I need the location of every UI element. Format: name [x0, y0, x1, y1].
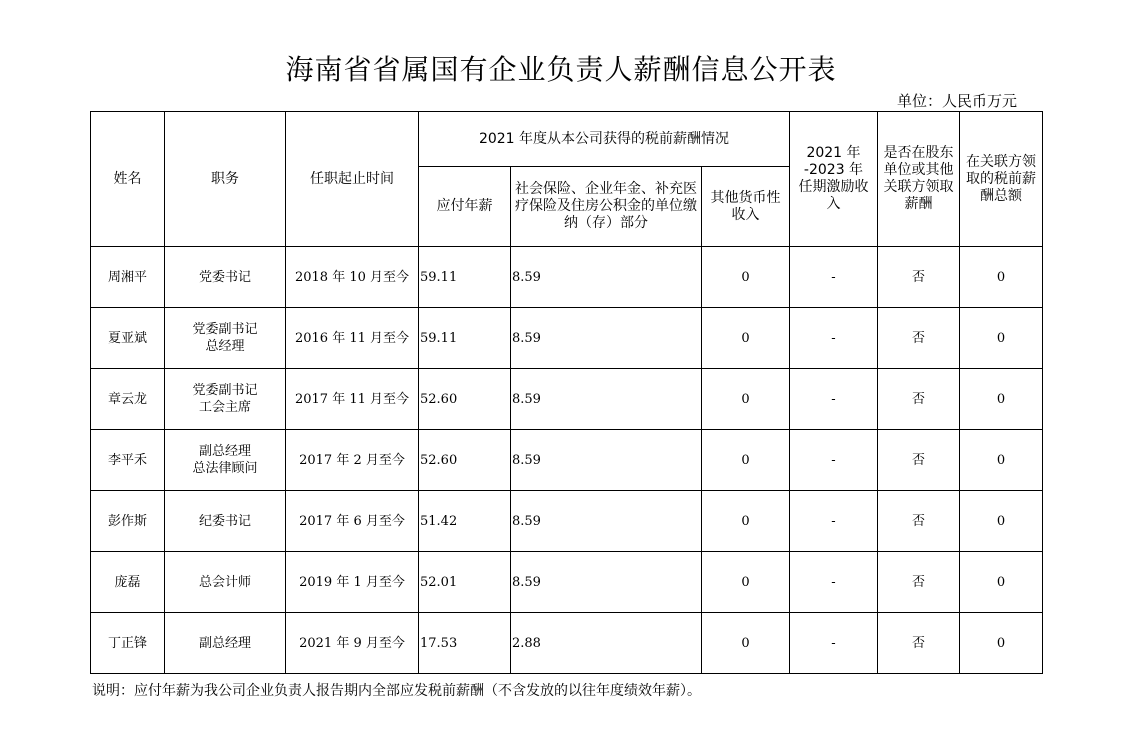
cell-name: 丁正锋: [91, 613, 165, 674]
cell-name: 周湘平: [91, 247, 165, 308]
cell-social: 8.59: [511, 369, 702, 430]
header-social: 社会保险、企业年金、补充医疗保险及住房公积金的单位缴纳（存）部分: [511, 167, 702, 247]
cell-social: 8.59: [511, 247, 702, 308]
header-incentive: 2021 年 -2023 年 任期激励收入: [790, 112, 878, 247]
cell-incentive: -: [790, 247, 878, 308]
cell-salary: 52.01: [419, 552, 511, 613]
cell-shareholder: 否: [878, 308, 960, 369]
cell-other: 0: [702, 552, 790, 613]
cell-position: 纪委书记: [165, 491, 286, 552]
cell-shareholder: 否: [878, 491, 960, 552]
cell-name: 彭作斯: [91, 491, 165, 552]
cell-name: 夏亚斌: [91, 308, 165, 369]
cell-related: 0: [960, 552, 1043, 613]
page-title: 海南省省属国有企业负责人薪酬信息公开表: [285, 53, 837, 86]
cell-shareholder: 否: [878, 369, 960, 430]
header-other-income: 其他货币性收入: [702, 167, 790, 247]
cell-position: 党委书记: [165, 247, 286, 308]
header-group-2021: 2021 年度从本公司获得的税前薪酬情况: [419, 112, 790, 167]
cell-related: 0: [960, 308, 1043, 369]
cell-position: 党委副书记 总经理: [165, 308, 286, 369]
cell-shareholder: 否: [878, 247, 960, 308]
table-row: [91, 613, 1043, 674]
cell-other: 0: [702, 369, 790, 430]
cell-salary: 52.60: [419, 369, 511, 430]
cell-position: 副总经理 总法律顾问: [165, 430, 286, 491]
cell-incentive: -: [790, 552, 878, 613]
cell-shareholder: 否: [878, 430, 960, 491]
cell-social: 8.59: [511, 308, 702, 369]
header-name: 姓名: [91, 112, 165, 247]
cell-salary: 17.53: [419, 613, 511, 674]
cell-related: 0: [960, 247, 1043, 308]
header-position: 职务: [165, 112, 286, 247]
cell-related: 0: [960, 430, 1043, 491]
cell-position: 副总经理: [165, 613, 286, 674]
header-related-total: 在关联方领取的税前薪酬总额: [960, 112, 1043, 247]
header-salary: 应付年薪: [419, 167, 511, 247]
cell-social: 8.59: [511, 491, 702, 552]
cell-tenure: 2021 年 9 月至今: [286, 613, 419, 674]
cell-tenure: 2018 年 10 月至今: [286, 247, 419, 308]
salary-table: [90, 111, 1043, 674]
cell-incentive: -: [790, 369, 878, 430]
cell-salary: 52.60: [419, 430, 511, 491]
cell-tenure: 2019 年 1 月至今: [286, 552, 419, 613]
cell-related: 0: [960, 613, 1043, 674]
cell-salary: 59.11: [419, 247, 511, 308]
cell-incentive: -: [790, 613, 878, 674]
header-tenure: 任职起止时间: [286, 112, 419, 247]
cell-name: 李平禾: [91, 430, 165, 491]
unit-label: 单位：人民币万元: [896, 92, 1017, 110]
cell-tenure: 2017 年 11 月至今: [286, 369, 419, 430]
cell-incentive: -: [790, 430, 878, 491]
cell-social: 8.59: [511, 552, 702, 613]
cell-position: 总会计师: [165, 552, 286, 613]
cell-incentive: -: [790, 491, 878, 552]
cell-social: 8.59: [511, 430, 702, 491]
header-shareholder: 是否在股东单位或其他关联方领取薪酬: [878, 112, 960, 247]
cell-related: 0: [960, 491, 1043, 552]
table-row: [91, 552, 1043, 613]
cell-shareholder: 否: [878, 613, 960, 674]
cell-incentive: -: [790, 308, 878, 369]
cell-position: 党委副书记 工会主席: [165, 369, 286, 430]
cell-other: 0: [702, 491, 790, 552]
cell-salary: 59.11: [419, 308, 511, 369]
cell-other: 0: [702, 308, 790, 369]
cell-shareholder: 否: [878, 552, 960, 613]
cell-other: 0: [702, 613, 790, 674]
cell-other: 0: [702, 430, 790, 491]
cell-related: 0: [960, 369, 1043, 430]
table-row: [91, 369, 1043, 430]
cell-tenure: 2017 年 6 月至今: [286, 491, 419, 552]
table-row: [91, 247, 1043, 308]
cell-tenure: 2017 年 2 月至今: [286, 430, 419, 491]
cell-other: 0: [702, 247, 790, 308]
footnote: 说明：应付年薪为我公司企业负责人报告期内全部应发税前薪酬（不含发放的以往年度绩效年薪）。: [92, 683, 701, 699]
cell-salary: 51.42: [419, 491, 511, 552]
cell-social: 2.88: [511, 613, 702, 674]
table-row: [91, 308, 1043, 369]
cell-name: 庞磊: [91, 552, 165, 613]
table-row: [91, 430, 1043, 491]
table-row: [91, 491, 1043, 552]
cell-tenure: 2016 年 11 月至今: [286, 308, 419, 369]
cell-name: 章云龙: [91, 369, 165, 430]
